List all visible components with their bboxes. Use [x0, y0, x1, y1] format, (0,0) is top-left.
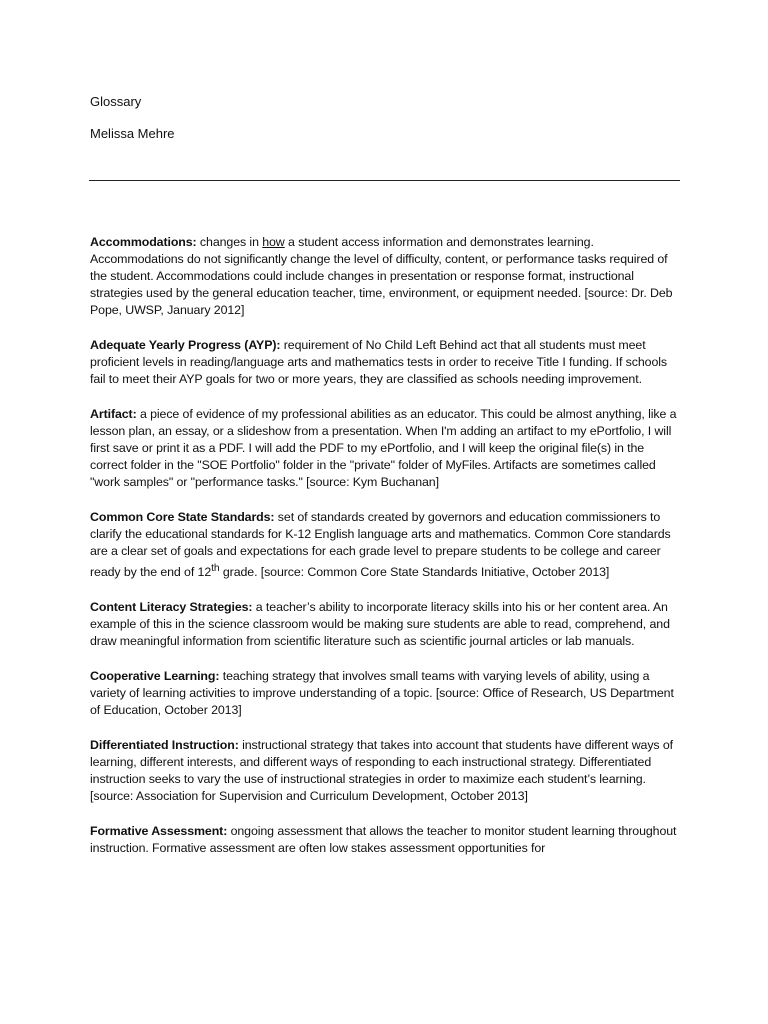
- glossary-definition: grade. [source: Common Core State Standards Initiative, October 2013]: [219, 565, 610, 580]
- document-title: Glossary: [90, 94, 142, 109]
- glossary-entry: [90, 668, 682, 719]
- glossary-term: Adequate Yearly Progress (AYP):: [90, 338, 281, 352]
- glossary-term: Formative Assessment:: [90, 824, 228, 839]
- glossary-term: Common Core State Standards:: [90, 510, 275, 524]
- glossary-definition: a student access information and demonstrates learning. Accommodations do not significantly change the level of difficulty, content, or performance tasks required of the student. Accommodations could include changes in presentation or response format, instructional strategies used by the general education teacher, time, environment, or equipment needed. [source: Dr. Deb Pope, UWSP, January 2012]: [90, 235, 673, 317]
- glossary-entry: [90, 599, 682, 650]
- glossary-definition: ongoing assessment that allows the teacher to monitor student learning throughout instruction. Formative assessment are often low stakes assessment opportunities for: [90, 824, 677, 856]
- header-divider: [89, 180, 680, 181]
- glossary-definition: requirement of No Child Left Behind act that all students must meet proficient levels in reading/language arts and mathematics tests in order to receive Title I funding. If schools fail to meet their AYP goals for two or more years, they are classified as schools needing improvement.: [90, 338, 667, 386]
- glossary-definition: teaching strategy that involves small teams with varying levels of ability, using a variety of learning activities to improve understanding of a topic. [source: Office of Research, US Department of Education, October 2013]: [90, 669, 674, 718]
- glossary-term: Content Literacy Strategies:: [90, 600, 253, 615]
- superscript-ordinal: th: [211, 563, 220, 574]
- glossary-definition-part: changes in: [196, 235, 263, 249]
- glossary-term: Cooperative Learning:: [90, 669, 220, 684]
- glossary-entry: [90, 509, 682, 581]
- glossary-entry: [90, 823, 682, 857]
- glossary-entry: [90, 337, 682, 388]
- glossary-entry: [90, 406, 682, 491]
- glossary-definition-part: set of standards created by governors and education commissioners to clarify the educational standards for K-12 English language arts and mathematics. Common Core standards are a clear set of goals and expectations for each grade level to prepare students to be college and career ready by the end of 12: [90, 510, 671, 580]
- glossary-definition: a teacher’s ability to incorporate literacy skills into his or her content area. An example of this in the science classroom would be making sure students are able to read, comprehend, and draw meaningful information from scientific literature such as scientific journal articles or lab manuals.: [90, 600, 670, 649]
- glossary-term: Differentiated Instruction:: [90, 738, 239, 753]
- underlined-word: how: [262, 235, 285, 249]
- glossary-term: Artifact:: [90, 407, 137, 421]
- document-author: Melissa Mehre: [90, 126, 175, 141]
- glossary-entry: [90, 234, 682, 319]
- glossary-definition: instructional strategy that takes into account that students have different ways of learning, different interests, and different ways of responding to each instructional strategy. Differentiated instruction seeks to vary the use of instructional strategies in order to maximize each student’s learning. [source: Association for Supervision and Curriculum Development, October 2013]: [90, 738, 673, 804]
- glossary-term: Accommodations:: [90, 235, 197, 249]
- glossary-entry: [90, 737, 682, 805]
- glossary-definition: a piece of evidence of my professional abilities as an educator. This could be almost anything, like a lesson plan, an essay, or a slideshow from a presentation. When I'm adding an artifact to my ePortfolio, I will first save or print it as a PDF. I will add the PDF to my ePortfolio, and I will keep the original file(s) in the correct folder in the "SOE Portfolio" folder in the "private" folder of MyFiles. Artifacts are sometimes called "work samples" or "performance tasks." [source: Kym Buchanan]: [90, 407, 677, 489]
- glossary-entries: [90, 234, 682, 875]
